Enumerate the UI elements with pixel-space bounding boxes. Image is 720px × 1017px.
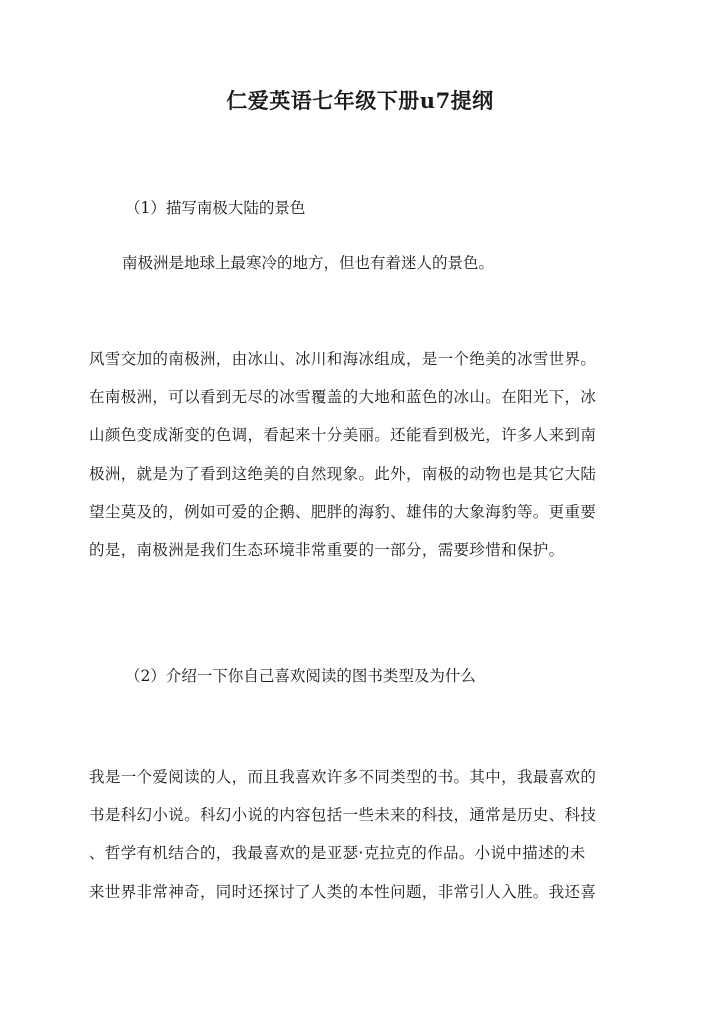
paragraph-line: 极洲，就是为了看到这绝美的自然现象。此外，南极的动物也是其它大陆	[89, 464, 597, 483]
section-1-paragraph	[89, 347, 634, 576]
paragraph-line: 来世界非常神奇，同时还探讨了人类的本性问题，非常引人入胜。我还喜	[89, 882, 597, 901]
section-2-heading: （2）介绍一下你自己喜欢阅读的图书类型及为什么	[125, 667, 476, 685]
paragraph-line: 、哲学有机结合的，我最喜欢的是亚瑟·克拉克的作品。小说中描述的未	[89, 844, 586, 863]
paragraph-line: 的是，南极洲是我们生态环境非常重要的一部分，需要珍惜和保护。	[89, 540, 565, 559]
paragraph-line: 在南极洲，可以看到无尽的冰雪覆盖的大地和蓝色的冰山。在阳光下，冰	[89, 388, 597, 407]
section-1-intro: 南极洲是地球上最寒冷的地方，但也有着迷人的景色。	[122, 254, 495, 272]
paragraph-line: 我是一个爱阅读的人，而且我喜欢许多不同类型的书。其中，我最喜欢的	[89, 768, 597, 786]
section-2-paragraph	[89, 765, 634, 918]
paragraph-line: 山颜色变成渐变的色调，看起来十分美丽。还能看到极光，许多人来到南	[89, 426, 597, 445]
paragraph-line: 望尘莫及的，例如可爱的企鹅、肥胖的海豹、雄伟的大象海豹等。更重要	[89, 502, 597, 521]
paragraph-line: 风雪交加的南极洲，由冰山、冰川和海冰组成，是一个绝美的冰雪世界。	[89, 350, 597, 368]
section-1-heading: （1）描写南极大陆的景色	[125, 199, 306, 217]
paragraph-line: 书是科幻小说。科幻小说的内容包括一些未来的科技，通常是历史、科技	[89, 806, 597, 825]
document-title: 仁爱英语七年级下册u7提纲	[226, 88, 494, 113]
